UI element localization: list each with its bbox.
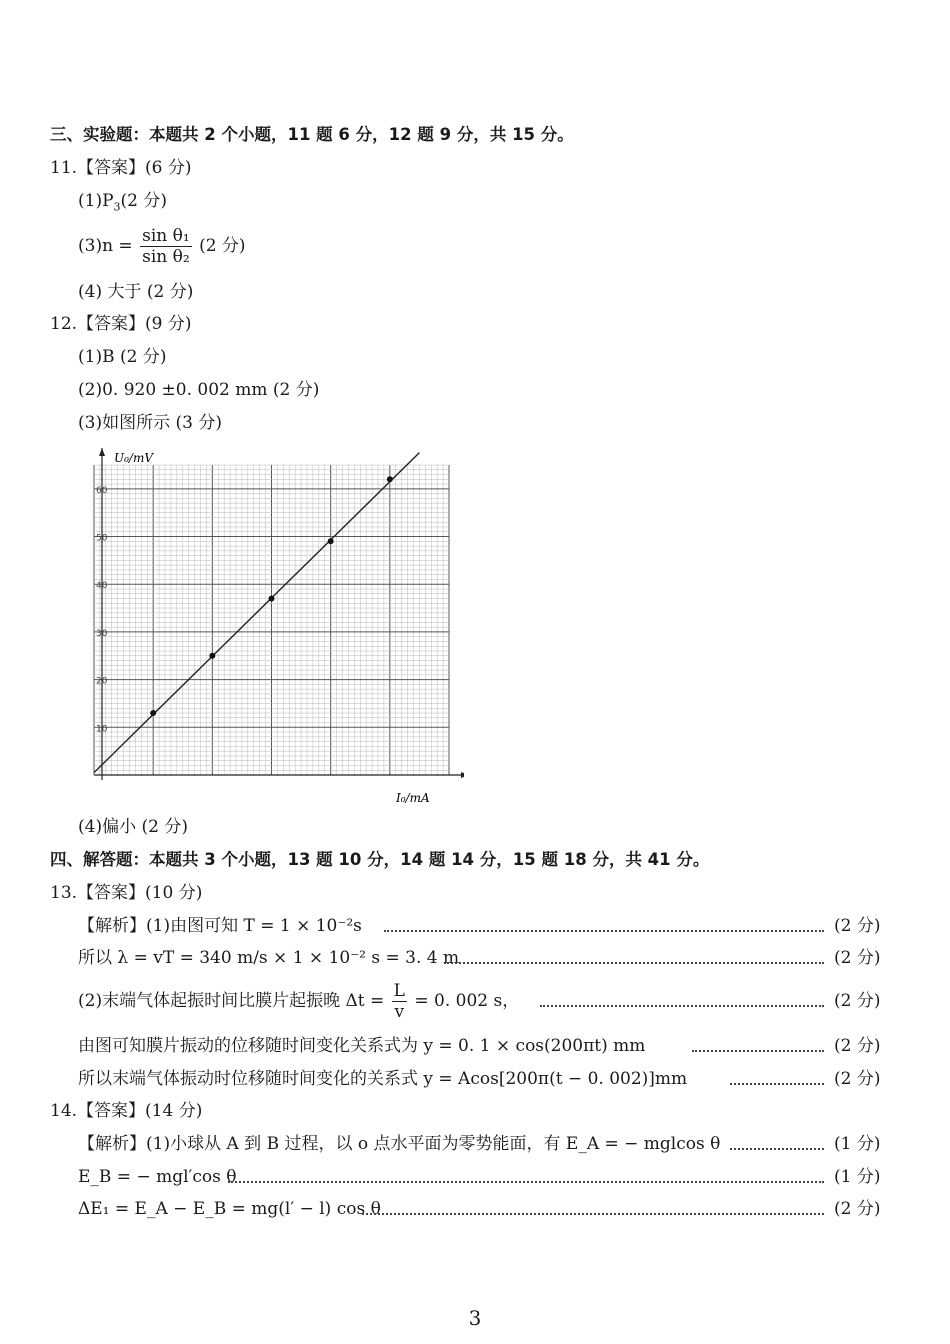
leader-dots (730, 1148, 824, 1150)
q13-line1-points: (2 分) (834, 916, 881, 936)
x-axis-arrow (461, 772, 464, 778)
q14-line1-points: (1 分) (834, 1134, 881, 1154)
section-4-title: 四、解答题：本题共 3 个小题，13 题 10 分，14 题 14 分，15 题 18 分，共 41 分。 (50, 850, 710, 869)
q13-line4: 由图可知膜片振动的位移随时间变化关系式为 y = 0. 1 × cos(200πt) mm (78, 1036, 646, 1056)
q13-fraction-num: L (393, 981, 405, 1001)
q13-line2-points: (2 分) (834, 948, 881, 968)
y-axis-arrow (99, 448, 105, 456)
q12-part3: (3)如图所示 (3 分) (78, 413, 222, 433)
q11-part1-text: (1)P (78, 191, 114, 211)
q13-line4-points: (2 分) (834, 1036, 881, 1056)
y-tick-label: 30 (96, 628, 108, 639)
page-number: 3 (468, 1306, 482, 1330)
data-point (150, 710, 156, 716)
graph-y-label: U₀/mV (114, 451, 154, 465)
data-point (328, 538, 334, 544)
graph-grid (94, 465, 449, 775)
q12-part4: (4)偏小 (2 分) (78, 817, 188, 837)
y-tick-label: 40 (96, 581, 108, 592)
q12-part2: (2)0. 920 ±0. 002 mm (2 分) (78, 380, 320, 400)
q11-part3-prefix: (3)n = (78, 236, 133, 256)
q11-part3-tail: (2 分) (199, 236, 246, 256)
q13-line5-points: (2 分) (834, 1069, 881, 1089)
q11-part1-sub: 3 (113, 200, 121, 214)
graph-axes (94, 448, 464, 780)
q13-fraction-den: v (394, 1002, 405, 1022)
q13-line1: 【解析】(1)由图可知 T = 1 × 10⁻²s (78, 916, 362, 936)
q11-fraction-num: sin θ₁ (142, 226, 190, 246)
data-point (209, 653, 215, 659)
q14-line3: ΔE₁ = E_A − E_B = mg(l′ − l) cos θ (78, 1199, 381, 1219)
q11-part4: (4) 大于 (2 分) (78, 282, 194, 302)
leader-dots (540, 1005, 824, 1007)
data-point (269, 596, 275, 602)
q11-part1 (78, 190, 167, 218)
section-3-title: 三、实验题：本题共 2 个小题，11 题 6 分，12 题 9 分，共 15 分。 (50, 125, 574, 144)
q13-line3 (78, 978, 519, 1024)
q14-header: 14.【答案】(14 分) (50, 1101, 203, 1121)
q13-line2: 所以 λ = vT = 340 m/s × 1 × 10⁻² s = 3. 4 m (78, 948, 460, 968)
q14-line2: E_B = − mgl′cos θ (78, 1167, 237, 1187)
q14-line1: 【解析】(1)小球从 A 到 B 过程，以 o 点水平面为零势能面，有 E_A = − mglcos θ (78, 1134, 721, 1154)
leader-dots (362, 1213, 824, 1215)
q11-part1-tail: (2 分) (120, 191, 168, 211)
y-tick-label: 20 (96, 676, 108, 687)
q13-line3-prefix: (2)末端气体起振时间比膜片起振晚 Δt = (78, 991, 385, 1011)
leader-dots (228, 1181, 824, 1183)
q11-fraction-den: sin θ₂ (142, 247, 190, 267)
y-tick-label: 10 (96, 724, 108, 735)
q13-fraction (392, 981, 407, 1022)
ui-graph (74, 440, 464, 810)
q13-line5: 所以末端气体振动时位移随时间变化的关系式 y = Acos[200π(t − 0. 002)]mm (78, 1069, 688, 1089)
q12-header: 12.【答案】(9 分) (50, 314, 192, 334)
q11-part3 (78, 222, 246, 270)
q11-header: 11.【答案】(6 分) (50, 158, 192, 178)
q14-line3-points: (2 分) (834, 1199, 881, 1219)
y-tick-label: 60 (96, 485, 108, 496)
y-tick-label: 50 (96, 533, 108, 544)
q14-line2-points: (1 分) (834, 1167, 881, 1187)
leader-dots (730, 1083, 824, 1085)
q12-part1: (1)B (2 分) (78, 347, 167, 367)
q13-line3-points: (2 分) (834, 991, 881, 1011)
leader-dots (444, 962, 824, 964)
graph-x-label: I₀/mA (396, 791, 430, 805)
leader-dots (692, 1050, 824, 1052)
q13-header: 13.【答案】(10 分) (50, 883, 203, 903)
q11-fraction (140, 226, 192, 267)
data-point (387, 476, 393, 482)
q13-line3-tail: = 0. 002 s， (414, 991, 520, 1011)
leader-dots (384, 930, 824, 932)
